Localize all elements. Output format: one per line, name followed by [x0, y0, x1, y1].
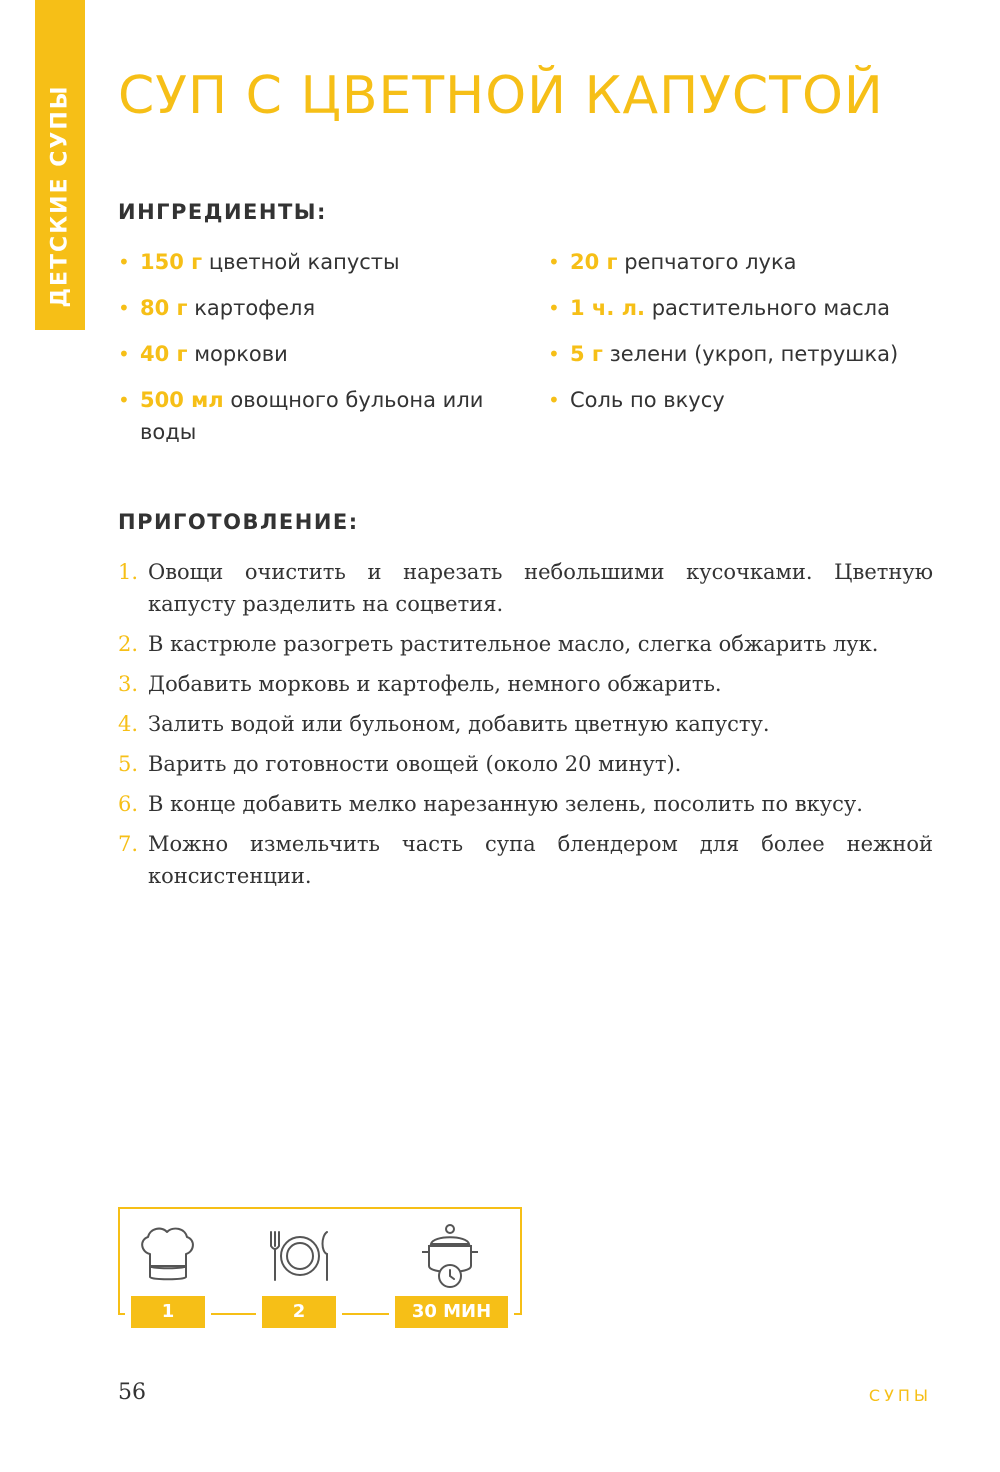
- ingredient-item: • 80 г картофеля: [118, 292, 498, 324]
- ingredients-list-left: [118, 246, 498, 462]
- section-side-tab: [35, 0, 85, 330]
- bullet-icon: •: [548, 388, 560, 412]
- ingredients-heading: ИНГРЕДИЕНТЫ:: [118, 200, 327, 224]
- ingredient-item: • 20 г репчатого лука: [548, 246, 968, 278]
- step-item: 1. Овощи очистить и нарезать небольшими кусочками. Цветную капусту разделить на соцветия.: [118, 560, 933, 616]
- chef-hat-icon: [133, 1222, 203, 1290]
- bullet-icon: •: [118, 250, 130, 274]
- preparation-steps: [118, 556, 933, 900]
- bullet-icon: •: [118, 296, 130, 320]
- bullet-icon: •: [118, 388, 130, 412]
- ingredients-list-right: [548, 246, 968, 430]
- ingredient-item: • 150 г цветной капусты: [118, 246, 498, 278]
- ingredient-item: • 40 г моркови: [118, 338, 498, 370]
- bullet-icon: •: [548, 342, 560, 366]
- pot-timer-icon: [415, 1222, 485, 1290]
- ingredient-item: • Соль по вкусу: [548, 384, 968, 416]
- difficulty-badge: 1: [131, 1296, 205, 1328]
- bullet-icon: •: [548, 250, 560, 274]
- step-item: 6. В конце добавить мелко нарезанную зелень, посолить по вкусу.: [118, 792, 863, 816]
- step-item: 7. Можно измельчить часть супа блендером для более нежной консистенции.: [118, 832, 933, 888]
- recipe-title: СУП С ЦВЕТНОЙ КАПУСТОЙ: [118, 66, 884, 126]
- section-side-tab-label: ДЕТСКИЕ СУПЫ: [47, 84, 73, 308]
- page-number: 56: [118, 1380, 146, 1405]
- servings-badge: 2: [262, 1296, 336, 1328]
- bullet-icon: •: [548, 296, 560, 320]
- plate-cutlery-icon: [265, 1222, 335, 1290]
- ingredient-item: • 500 мл овощного бульона или воды: [118, 384, 498, 448]
- bullet-icon: •: [118, 342, 130, 366]
- ingredient-item: • 1 ч. л. растительного масла: [548, 292, 968, 324]
- step-item: 2. В кастрюле разогреть растительное масло, слегка обжарить лук.: [118, 632, 879, 656]
- ingredient-item: • 5 г зелени (укроп, петрушка): [548, 338, 968, 370]
- step-item: 5. Варить до готовности овощей (около 20 минут).: [118, 752, 682, 776]
- footer-section-label: СУПЫ: [868, 1386, 932, 1405]
- cooking-time-badge: 30 МИН: [395, 1296, 508, 1328]
- preparation-heading: ПРИГОТОВЛЕНИЕ:: [118, 510, 359, 534]
- step-item: 4. Залить водой или бульоном, добавить цветную капусту.: [118, 712, 770, 736]
- step-item: 3. Добавить морковь и картофель, немного обжарить.: [118, 672, 722, 696]
